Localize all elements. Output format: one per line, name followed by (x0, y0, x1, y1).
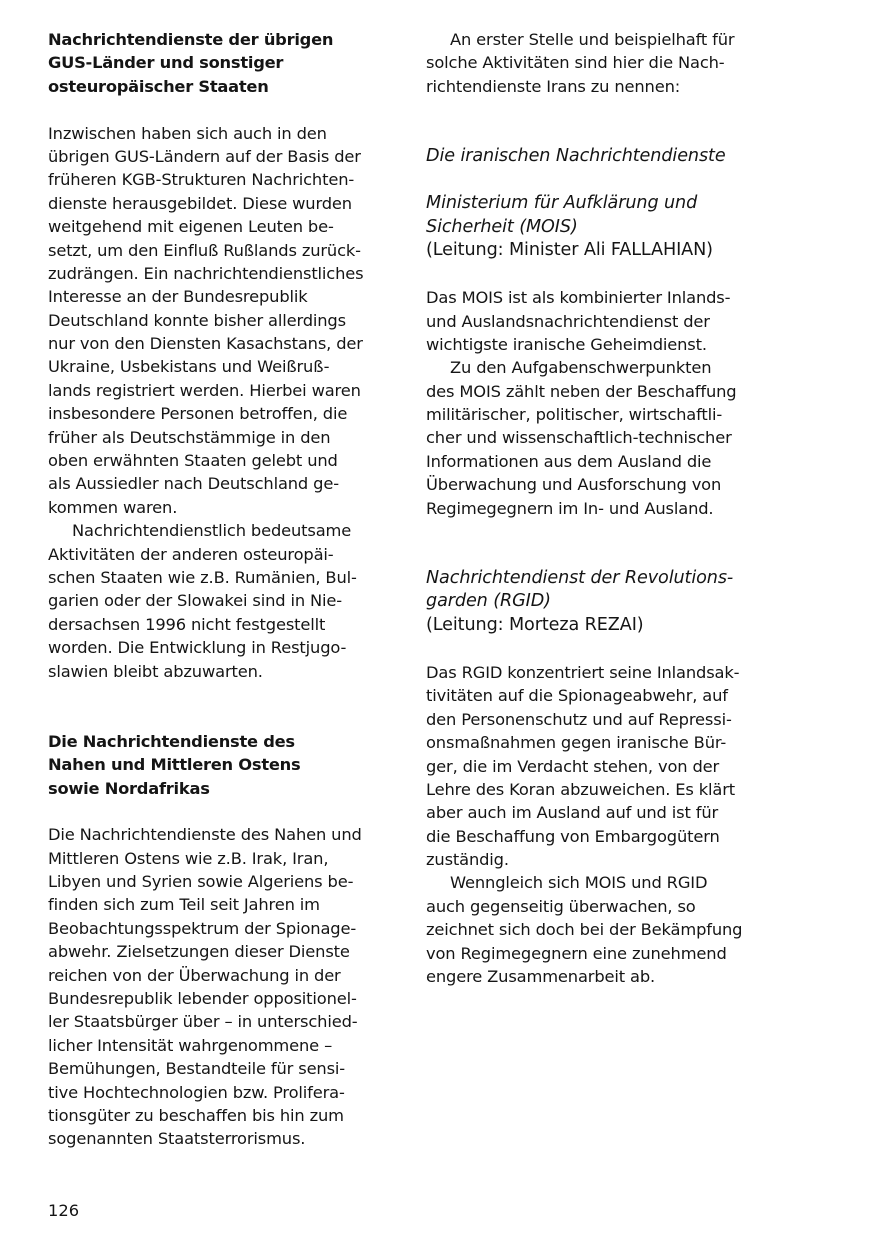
heading-line: sowie Nordafrikas (48, 778, 210, 798)
text-line: des MOIS zählt neben der Beschaffung (426, 381, 737, 401)
text-line: Das RGID konzentriert seine Inlandsak- (426, 662, 740, 682)
text-line: kommen waren. (48, 497, 178, 517)
text-line: slawien bleibt abzuwarten. (48, 661, 263, 681)
text-line: früher als Deutschstämmige in den (48, 427, 331, 447)
subheading-line: Die iranischen Nachrichtendienste (426, 145, 726, 166)
left-column (48, 28, 392, 1151)
text-line: Beobachtungsspektrum der Spionage- (48, 918, 357, 938)
heading-line: GUS-Länder und sonstiger (48, 53, 284, 73)
text-line: finden sich zum Teil seit Jahren im (48, 895, 320, 915)
text-line: worden. Die Entwicklung in Restjugo- (48, 638, 347, 658)
text-line: Mittleren Ostens wie z.B. Irak, Iran, (48, 848, 329, 868)
subheading-iranian-services (426, 145, 776, 169)
text-line: Ukraine, Usbekistans und Weißruß- (48, 357, 330, 377)
text-line: weitgehend mit eigenen Leuten be- (48, 217, 334, 237)
text-line: zeichnet sich doch bei der Bekämpfung (426, 920, 743, 940)
subheading-line: garden (RGID) (426, 591, 551, 612)
text-line: schen Staaten wie z.B. Rumänien, Bul- (48, 567, 357, 587)
text-line: Zu den Aufgabenschwerpunkten (450, 358, 712, 378)
text-line: ler Staatsbürger über – in unterschied- (48, 1012, 358, 1032)
paragraph-mois-desc (426, 286, 776, 356)
text-line: Regimegegnern im In- und Ausland. (426, 498, 714, 518)
text-line: setzt, um den Einfluß Rußlands zurück- (48, 240, 361, 260)
subheading-line: (Leitung: Minister Ali FALLAHIAN) (426, 240, 713, 261)
text-line: onsmaßnahmen gegen iranische Bür- (426, 733, 727, 753)
text-line: die Beschaffung von Embargogütern (426, 826, 720, 846)
text-line: Deutschland konnte bisher allerdings (48, 310, 346, 330)
text-line: von Regimegegnern eine zunehmend (426, 943, 727, 963)
heading-line: Die Nachrichtendienste des (48, 731, 295, 751)
text-line: dienste herausgebildet. Diese wurden (48, 193, 352, 213)
text-line: reichen von der Überwachung in der (48, 965, 341, 985)
text-line: und Auslandsnachrichtendienst der (426, 311, 710, 331)
text-line: Die Nachrichtendienste des Nahen und (48, 825, 362, 845)
heading-line: Nahen und Mittleren Ostens (48, 755, 301, 775)
text-line: richtendienste Irans zu nennen: (426, 76, 681, 96)
subheading-mois-leader (426, 239, 776, 263)
text-line: ger, die im Verdacht stehen, von der (426, 756, 720, 776)
text-line: nur von den Diensten Kasachstans, der (48, 334, 363, 354)
subheading-line: Sicherheit (MOIS) (426, 216, 578, 237)
text-line: lands registriert werden. Hierbei waren (48, 380, 361, 400)
text-line: aber auch im Ausland auf und ist für (426, 803, 719, 823)
paragraph-eastern-europe (48, 519, 392, 683)
paragraph-mois-tasks (426, 356, 776, 520)
text-line: Libyen und Syrien sowie Algeriens be- (48, 872, 354, 892)
section-heading-gus (48, 28, 392, 98)
subheading-line: Ministerium für Aufklärung und (426, 192, 698, 213)
text-line: cher und wissenschaftlich-technischer (426, 428, 732, 448)
paragraph-gus-intro (48, 122, 392, 520)
subheading-rgid-leader (426, 614, 776, 638)
text-line: tivitäten auf die Spionageabwehr, auf (426, 686, 728, 706)
text-line: früheren KGB-Strukturen Nachrichten- (48, 170, 355, 190)
text-line: sogenannten Staatsterrorismus. (48, 1129, 306, 1149)
subheading-line: Nachrichtendienst der Revolutions- (426, 567, 734, 588)
paragraph-rgid-desc (426, 661, 776, 872)
subheading-rgid (426, 567, 776, 614)
page-number: 126 (48, 1201, 80, 1220)
paragraph-iran-intro (426, 28, 776, 98)
text-line: wichtigste iranische Geheimdienst. (426, 334, 707, 354)
text-line: als Aussiedler nach Deutschland ge- (48, 474, 339, 494)
text-line: den Personenschutz und auf Repressi- (426, 709, 732, 729)
section-heading-middle-east (48, 730, 392, 800)
paragraph-middle-east (48, 823, 392, 1150)
text-line: zuständig. (426, 850, 509, 870)
text-line: licher Intensität wahrgenommene – (48, 1035, 333, 1055)
heading-line: Nachrichtendienste der übrigen (48, 30, 334, 49)
text-line: Wenngleich sich MOIS und RGID (450, 873, 708, 893)
text-line: insbesondere Personen betroffen, die (48, 404, 348, 424)
text-line: Lehre des Koran abzuweichen. Es klärt (426, 779, 736, 799)
text-line: oben erwähnten Staaten gelebt und (48, 451, 338, 471)
text-line: übrigen GUS-Ländern auf der Basis der (48, 146, 361, 166)
text-line: Nachrichtendienstlich bedeutsame (72, 521, 352, 541)
text-line: tionsgüter zu beschaffen bis hin zum (48, 1105, 344, 1125)
text-line: abwehr. Zielsetzungen dieser Dienste (48, 942, 350, 962)
text-line: dersachsen 1996 nicht festgestellt (48, 614, 326, 634)
text-line: Bemühungen, Bestandteile für sensi- (48, 1059, 346, 1079)
text-line: Inzwischen haben sich auch in den (48, 123, 327, 143)
text-line: Interesse an der Bundesrepublik (48, 287, 308, 307)
text-line: engere Zusammenarbeit ab. (426, 967, 656, 987)
text-line: solche Aktivitäten sind hier die Nach- (426, 53, 725, 73)
text-line: garien oder der Slowakei sind in Nie- (48, 591, 343, 611)
subheading-mois (426, 192, 776, 239)
text-line: auch gegenseitig überwachen, so (426, 896, 696, 916)
text-line: Informationen aus dem Ausland die (426, 451, 712, 471)
text-line: Aktivitäten der anderen osteuropäi- (48, 544, 334, 564)
paragraph-cooperation (426, 871, 776, 988)
right-column (426, 28, 776, 988)
text-line: Das MOIS ist als kombinierter Inlands- (426, 288, 731, 308)
text-line: tive Hochtechnologien bzw. Prolifera- (48, 1082, 345, 1102)
text-line: Überwachung und Ausforschung von (426, 475, 722, 495)
text-line: An erster Stelle und beispielhaft für (450, 30, 735, 49)
subheading-line: (Leitung: Morteza REZAI) (426, 614, 644, 635)
text-line: zudrängen. Ein nachrichtendienstliches (48, 263, 364, 283)
text-line: Bundesrepublik lebender oppositionel- (48, 989, 357, 1009)
text-line: militärischer, politischer, wirtschaftli- (426, 405, 723, 425)
heading-line: osteuropäischer Staaten (48, 76, 269, 96)
